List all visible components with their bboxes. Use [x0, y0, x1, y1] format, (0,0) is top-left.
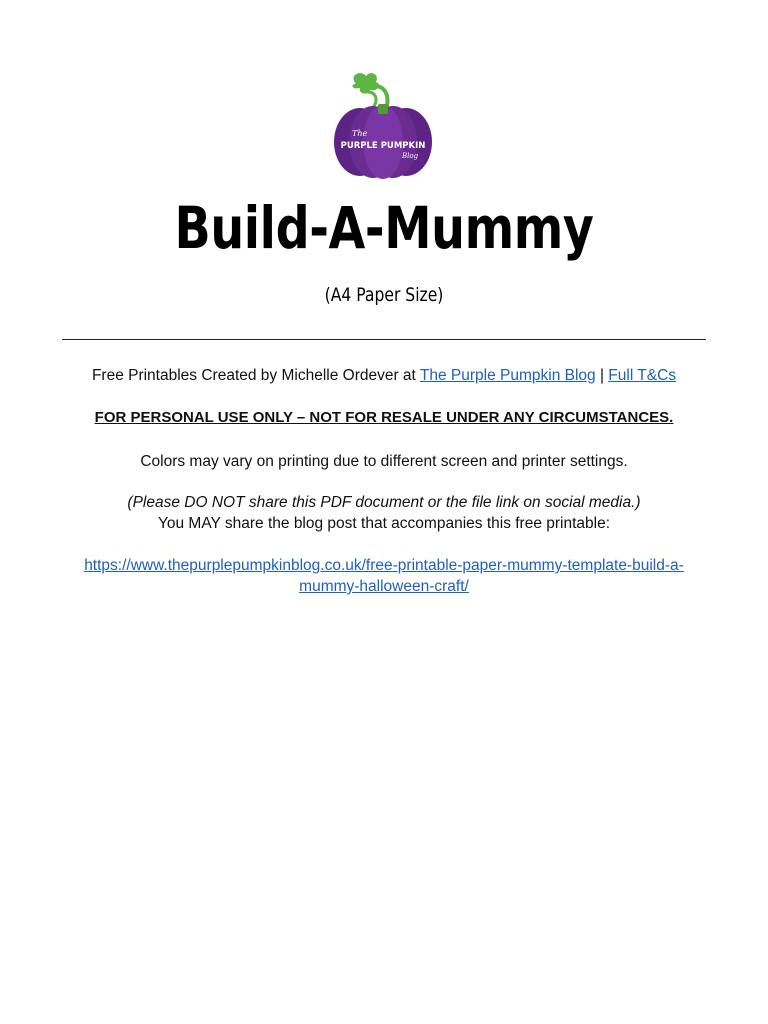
personal-use-notice: FOR PERSONAL USE ONLY – NOT FOR RESALE UNDER ANY CIRCUMSTANCES. [94, 409, 674, 426]
credit-prefix: Free Printables Created by Michelle Ordever at [91, 367, 420, 384]
colors-note: Colors may vary on printing due to different screen and printer settings. [140, 453, 628, 470]
logo-word-blog: Blog [402, 152, 419, 160]
logo-word-the: The [352, 129, 368, 138]
purple-pumpkin-logo [328, 70, 438, 182]
horizontal-rule [62, 339, 706, 340]
share-warning: (Please DO NOT share this PDF document or the file link on social media.) [127, 494, 641, 511]
blog-link[interactable]: The Purple Pumpkin Blog [419, 367, 596, 384]
post-url-link-part-1[interactable]: https://www.thepurplepumpkinblog.co.uk/free-printable-paper-mummy-template-build-a- [84, 557, 684, 574]
terms-link[interactable]: Full T&Cs [608, 367, 677, 384]
post-url-line-1 [0, 555, 768, 576]
post-url-link-part-2[interactable]: mummy-halloween-craft/ [299, 578, 469, 595]
paper-size-subtitle: (A4 Paper Size) [324, 284, 444, 306]
share-allowed-note: You MAY share the blog post that accompanies this free printable: [157, 515, 611, 532]
leaf-shape [353, 73, 379, 94]
credit-line [0, 365, 768, 386]
document-title: Build-A-Mummy [174, 194, 594, 262]
logo-word-main: PURPLE PUMPKIN [340, 141, 426, 151]
post-url-line-2 [0, 576, 768, 597]
credit-separator: | [595, 367, 609, 384]
